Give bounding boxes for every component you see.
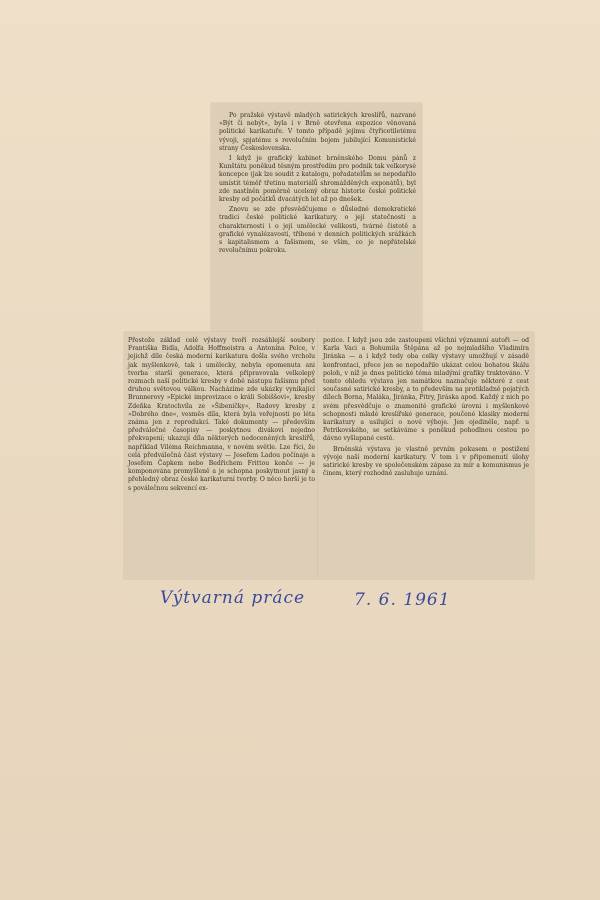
clipping-paragraph: Brněnská výstava je vlastně prvním pokusem o postižení vývoje naší moderní karikatury. V tom i v připomenutí úlohy satirické kresby ve společenském zápase za mír a komunismus je činem, který rozhodně zasluhuje uznání.: [323, 445, 529, 478]
clipping-paragraph: pozice. I když jsou zde zastoupeni všichni významní autoři — od Karla Vaci a Bohumila Štěpána až po nejmladšího Vladimíra Jiránka — a i když tedy oba celky výstavy umožňují v zásadě konfrontaci, přece jen se nepodařilo ukázat celou bohatou škálu poloh, v níž je dnes politické téma mladými grafiky traktováno. V tomto ohledu výstava jen namátkou naznačuje některé z cest současné satirické kresby, a to především na protikladně pojatých dílech Borna, Maláka, Jiránka, Pitry, Jiráska apod. Každý z nich po svém přesvědčuje o znamenité grafické úrovni i myšlenkové schopnosti mladé kreslířské generace, poučené klasiky moderní karikatury a usilující o nové výboje. Jen ojediněle, např. u Petrikovského, se setkáváme s poněkud pohodlnou cestou po dávno vyšlapané cestě.: [323, 337, 529, 443]
newspaper-clipping-left-column: [124, 332, 318, 579]
newspaper-clipping-right-column: [318, 332, 534, 579]
clipping-paragraph: Přestože základ celé výstavy tvoří rozsáhlejší soubory Františka Bidla, Adolfa Hoffmeistra a Antonína Pelce, v jejichž díle česká moderní karikatura došla svého vrcholu jak myšlenkově, tak i umělecky, nebyla opomenuta ani tvorba starší generace, která připravovala velkolepý rozmach naší politické kresby v době nástupu fašismu před druhou světovou válkou. Nacházíme zde ukázky vynikající Brunnerovy »Epické improvizace o králi Sobiššovi«, kresby Zdeňka Kratochvíla ze »Šibeničky«, Radovy kresby z »Dobrého dne«, vesměs díla, která byla veřejnosti po léta známa jen z reprodukcí. Také dokumenty — především předválečné časopisy — poskytnou divákovi nejedno překvapení; ukazují díla některých nedoceněných kreslířů, například Viléma Reichmanna, v novém světle. Lze říci, že celá předválečná část výstavy — Josefem Ladou počínaje a Josefem Čapkem nebo Bedřichem Frittou konče — je komponována promyšleně a je schopna poskytnout jasný a přehledný obraz české karikaturní tvorby. O něco horší je to s poválečnou sekvencí ex-: [128, 337, 315, 492]
clipping-paragraph: I když je grafický kabinet brněnského Domu pánů z Kunštátu poněkud těsným prostředím pro podnik tak velkorysé koncepce (jak lze soudit z katalogu, pořadatelům se nepodařilo umístit téměř třetinu materiálů shromážděných exponátů), byl zde nastíněn poměrně ucelený obraz historie české politické kresby od počátků dvacátých let až po dnešek.: [219, 155, 416, 204]
newspaper-clipping-top: [211, 103, 422, 332]
handwritten-date: 7. 6. 1961: [354, 590, 451, 610]
handwritten-annotation: [160, 582, 450, 616]
clipping-paragraph: Znovu se zde přesvědčujeme o důsledné demokratické tradici české politické karikatury, o její statečnosti a charakternosti i o její umělecké velikosti, tvárné čistotě a grafické vynalézavosti, tříbené v denních politických srážkách s kapitalismem a fašismem, se vším, co je nepřátelské revolučnímu pokroku.: [219, 206, 416, 255]
clipping-paragraph: Po pražské výstavě mladých satirických kreslířů, nazvané »Být či nebýt«, byla i v Brně otevřena expozice věnovaná politické karikatuře. V tomto případě jejímu čtyřicetiletému vývoji, spjatému s revolučním bojem jubilující Komunistické strany Československa.: [219, 112, 416, 152]
handwritten-label: Výtvarná práce: [160, 588, 306, 608]
